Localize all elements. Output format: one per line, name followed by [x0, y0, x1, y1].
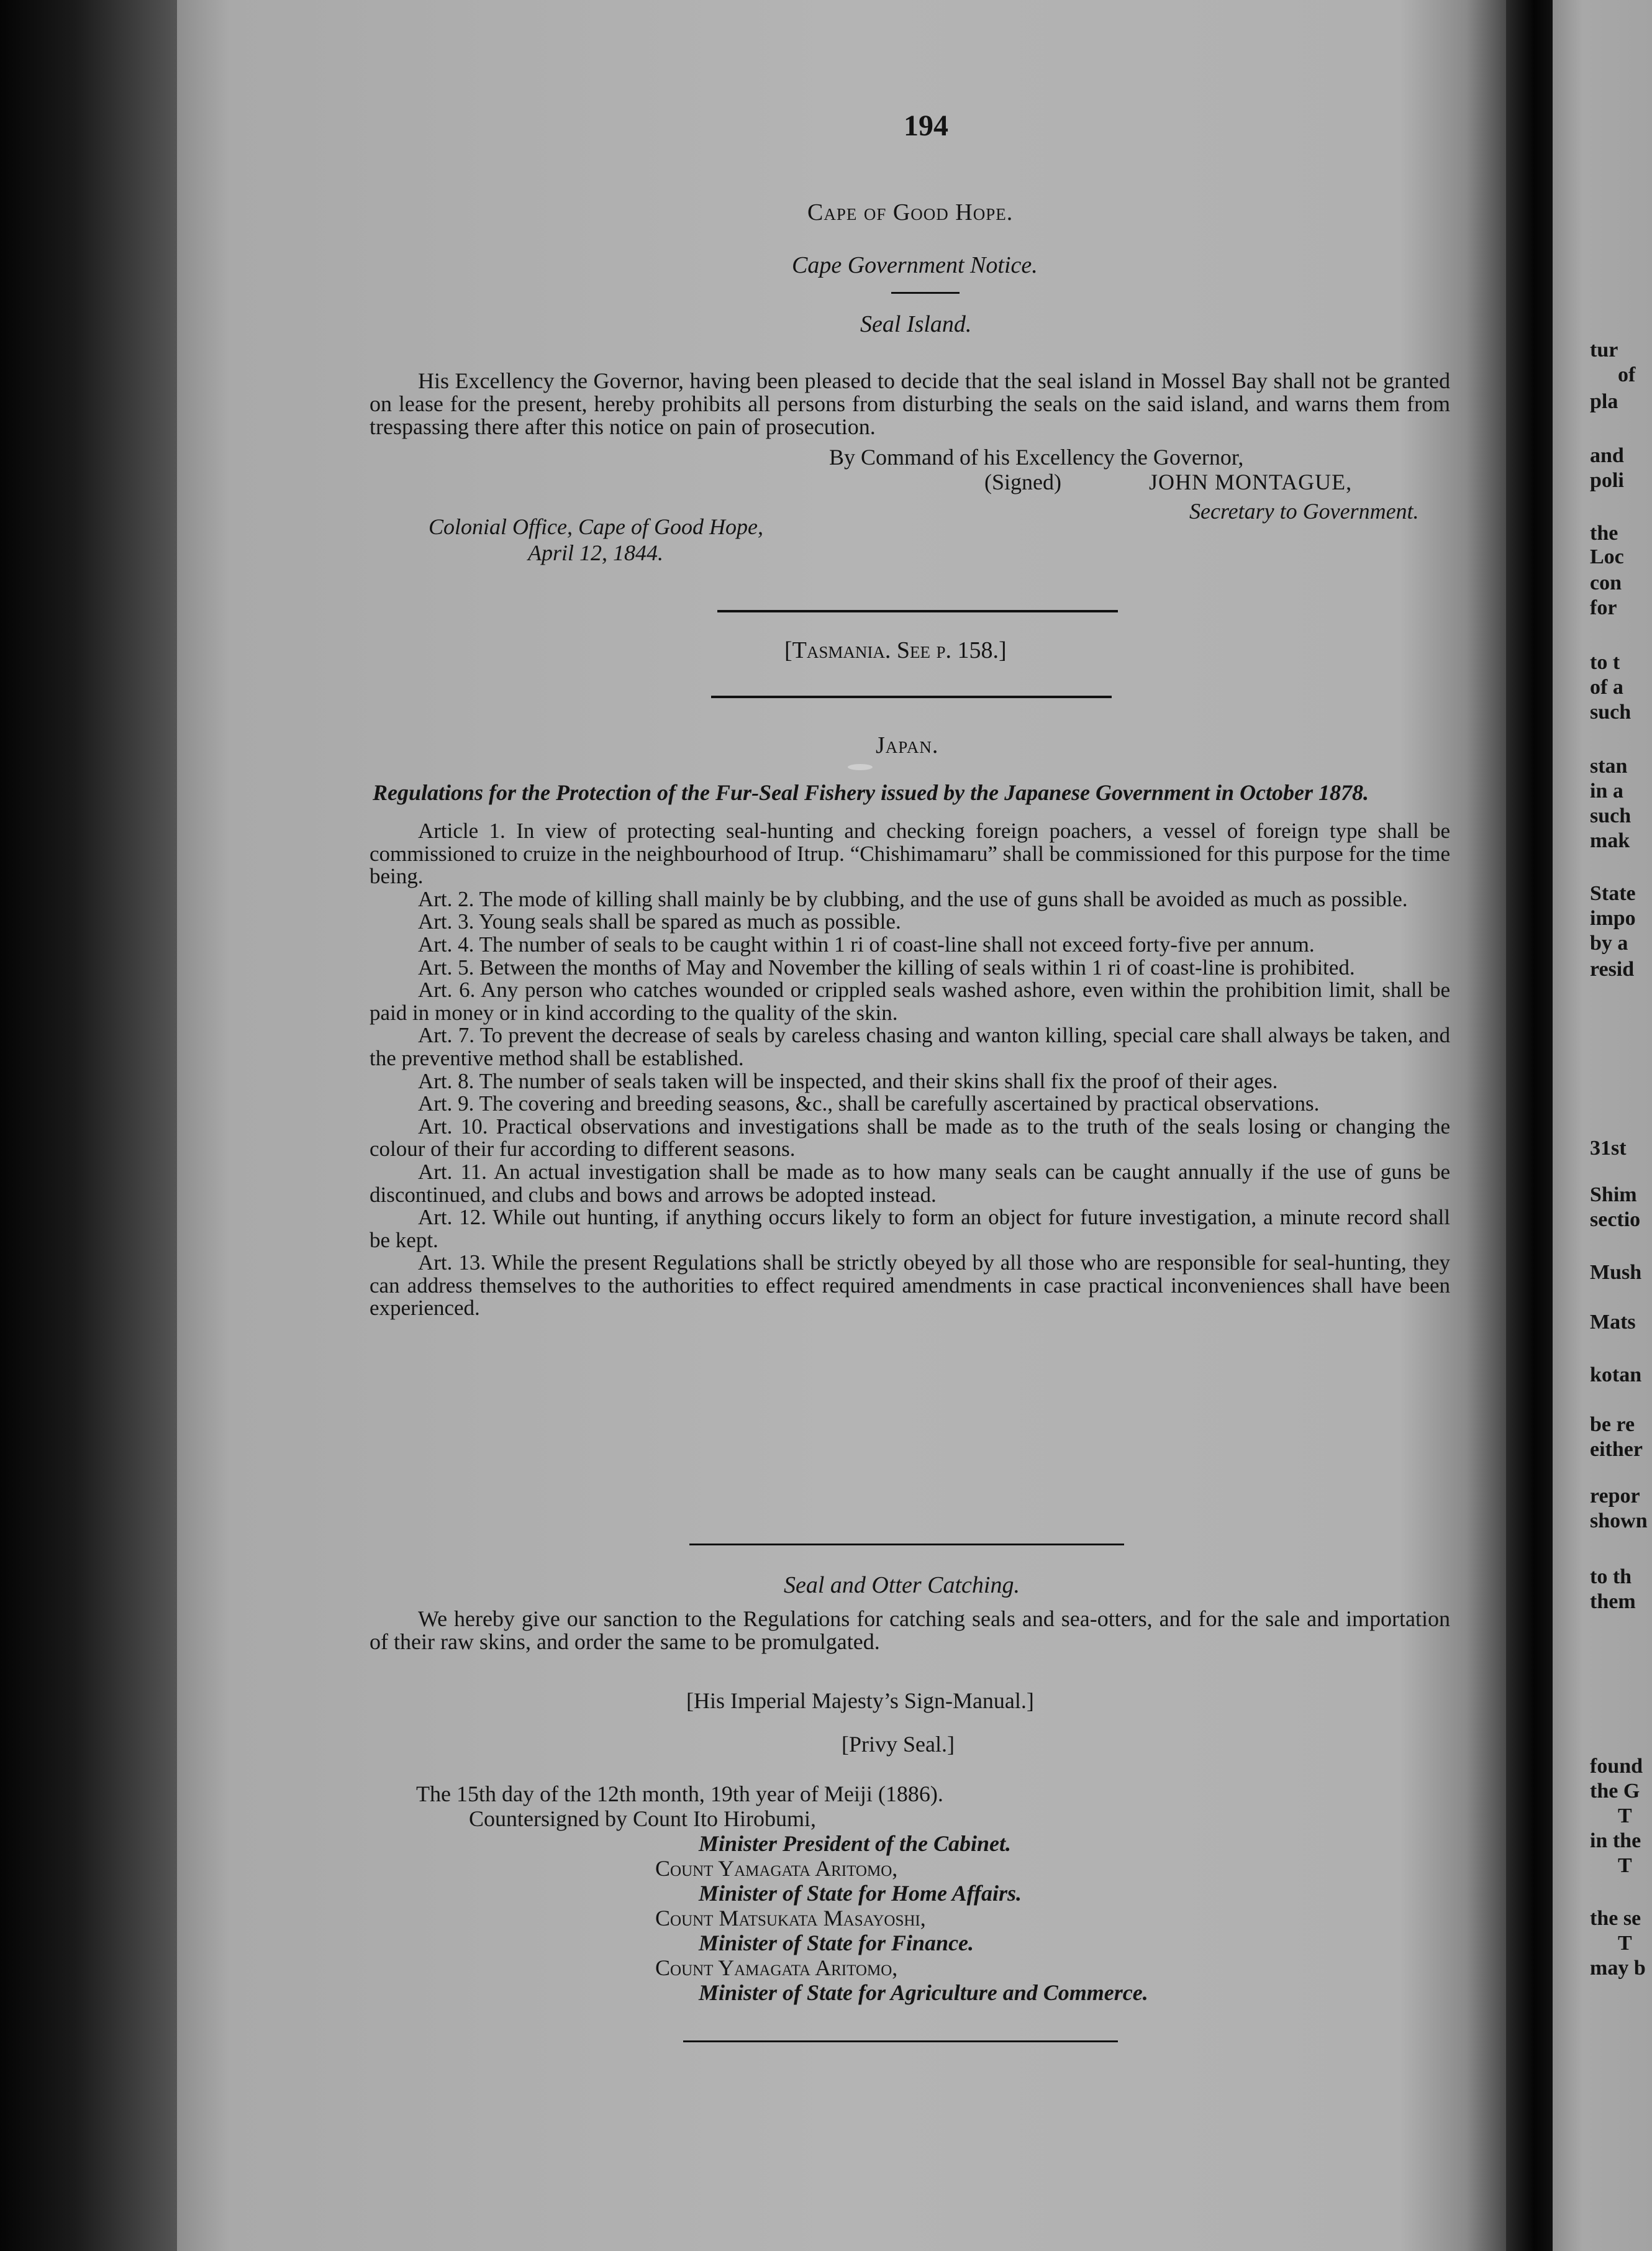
- facing-page-line: in a: [1590, 780, 1623, 803]
- facing-page-line: resid: [1590, 958, 1635, 981]
- otter-text: We hereby give our sanction to the Regulations for catching seals and sea-otters, and for the sale and importation of their raw skins, and order the same to be promulgated.: [370, 1606, 1450, 1654]
- facing-page-line: be re: [1590, 1413, 1635, 1436]
- article-4: Art. 4. The number of seals to be caught within 1 ri of coast-line shall not exceed forty-five per annum.: [418, 932, 1315, 957]
- signatory-name: Count Matsukata Masayoshi,: [655, 1906, 926, 1930]
- article-12: Art. 12. While out hunting, if anything occurs likely to form an object for future investigation, a minute record shall be kept.: [370, 1205, 1450, 1252]
- article-7: Art. 7. To prevent the decrease of seals by careless chasing and wanton killing, special care shall always be taken, and the preventive method shall be established.: [370, 1023, 1450, 1070]
- facing-page-line: such: [1590, 701, 1632, 724]
- facing-page-line: mak: [1590, 829, 1630, 852]
- signatory-title: Minister of State for Agriculture and Commerce.: [699, 1980, 1148, 2005]
- sign-manual: [His Imperial Majesty’s Sign-Manual.]: [686, 1688, 1034, 1713]
- facing-page-line: may b: [1590, 1957, 1646, 1980]
- article-8: Art. 8. The number of seals taken will be inspected, and their skins shall fix the proof of their ages.: [418, 1068, 1278, 1093]
- facing-page-line: Loc: [1590, 545, 1624, 568]
- paper-blemish: [848, 764, 873, 770]
- article-1: Article 1. In view of protecting seal-hunting and checking foreign poachers, a vessel of foreign type shall be commissioned to cruize in the neighbourhood of Itrup. “Chishimamaru” shall be commissioned for this purpose for the time being.: [370, 819, 1450, 889]
- article-2: Art. 2. The mode of killing shall mainly be by clubbing, and the use of guns shall be avoided as much as possible.: [418, 886, 1408, 911]
- otter-section-title: Seal and Otter Catching.: [784, 1572, 1020, 1598]
- signatory-title: Minister of State for Home Affairs.: [699, 1881, 1022, 1906]
- notice-paragraph: [370, 370, 1450, 444]
- facing-page-line: and: [1590, 444, 1624, 467]
- facing-page-line: Shim: [1590, 1183, 1637, 1206]
- section-rule: [689, 1544, 1124, 1545]
- tasmania-reference: [Tasmania. See p. 158.]: [784, 637, 1007, 663]
- article-3: Art. 3. Young seals shall be spared as much as possible.: [418, 909, 901, 934]
- signatory-title: Secretary to Government.: [1189, 499, 1419, 524]
- facing-page-line: the G: [1590, 1780, 1640, 1803]
- facing-page-line: to th: [1590, 1565, 1632, 1588]
- facing-page-line: found: [1590, 1755, 1643, 1778]
- facing-page-line: tur: [1590, 339, 1618, 362]
- short-rule: [891, 292, 960, 294]
- facing-page-line: sectio: [1590, 1208, 1641, 1231]
- notice-title: Seal Island.: [860, 311, 972, 337]
- facing-page-line: stan: [1590, 755, 1628, 778]
- article-10: Art. 10. Practical observations and investigations shall be made as to the truth of the seals losing or changing the colour of their fur according to different seasons.: [370, 1114, 1450, 1162]
- signatory-name: Count Yamagata Aritomo,: [655, 1856, 898, 1881]
- signatory-title: Minister President of the Cabinet.: [699, 1831, 1012, 1856]
- notice-subheading: Cape Government Notice.: [792, 252, 1038, 278]
- countersigned-line: Countersigned by Count Ito Hirobumi,: [469, 1806, 816, 1831]
- otter-paragraph: [370, 1608, 1450, 1653]
- article-5: Art. 5. Between the months of May and November the killing of seals within 1 ri of coast-line is prohibited.: [418, 955, 1355, 980]
- notice-text: His Excellency the Governor, having been pleased to decide that the seal island in Mossel Bay shall not be granted on lease for the present, hereby prohibits all persons from disturbing the seals on the said island, and warns them from trespassing there after this notice on pain of prosecution.: [370, 368, 1450, 439]
- facing-page-line: of: [1618, 363, 1636, 386]
- facing-page-line: repor: [1590, 1485, 1640, 1507]
- facing-page-line: con: [1590, 571, 1622, 594]
- facing-page-line: shown: [1590, 1509, 1648, 1532]
- facing-page-line: to t: [1590, 651, 1620, 674]
- meiji-date-line: The 15th day of the 12th month, 19th year of Meiji (1886).: [416, 1781, 943, 1806]
- notice-place: Colonial Office, Cape of Good Hope,: [429, 514, 763, 539]
- facing-page-line: for: [1590, 596, 1617, 619]
- facing-page-line: the se: [1590, 1907, 1641, 1930]
- facing-page-line: State: [1590, 882, 1636, 905]
- facing-page-line: T: [1618, 1932, 1632, 1955]
- facing-page-line: by a: [1590, 932, 1628, 955]
- facing-page-line: of a: [1590, 676, 1623, 699]
- section-heading-japan: Japan.: [876, 732, 939, 758]
- article-13: Art. 13. While the present Regulations shall be strictly obeyed by all those who are responsible for seal-hunting, they can address themselves to the authorities to effect required amendments in case practical inconveniences shall have been experienced.: [370, 1250, 1450, 1321]
- facing-page-line: in the: [1590, 1829, 1641, 1852]
- signatory-name: JOHN MONTAGUE,: [1149, 470, 1353, 494]
- facing-page-line: them: [1590, 1590, 1636, 1613]
- signatory-name: Count Yamagata Aritomo,: [655, 1955, 898, 1980]
- section-heading-cape: Cape of Good Hope.: [807, 199, 1014, 225]
- facing-page-line: 31st: [1590, 1137, 1627, 1160]
- article-9: Art. 9. The covering and breeding seasons, &c., shall be carefully ascertained by practical observations.: [418, 1091, 1320, 1116]
- notice-date: April 12, 1844.: [528, 540, 664, 565]
- facing-page-line: T: [1618, 1854, 1632, 1877]
- article-6: Art. 6. Any person who catches wounded or crippled seals washed ashore, even within the prohibition limit, shall be paid in money or in kind according to the quality of the skin.: [370, 978, 1450, 1025]
- facing-page-line: the: [1590, 522, 1618, 545]
- book-spine-shadow: [0, 0, 186, 2251]
- facing-page-line: either: [1590, 1438, 1643, 1461]
- regulations-title: Regulations for the Protection of the Fur-Seal Fishery issued by the Japanese Government in October 1878.: [373, 780, 1369, 805]
- article-11: Art. 11. An actual investigation shall be made as to how many seals can be caught annually if the use of guns be discontinued, and clubs and bows and arrows be adopted instead.: [370, 1159, 1450, 1207]
- signed-label: (Signed): [984, 470, 1061, 494]
- regulations-articles: [370, 820, 1450, 1320]
- facing-page-line: Mats: [1590, 1311, 1636, 1334]
- book-gutter: [1506, 0, 1553, 2251]
- page-number: 194: [904, 109, 948, 142]
- section-rule: [717, 610, 1118, 612]
- facing-page-line: Mush: [1590, 1261, 1642, 1284]
- facing-page-line: T: [1618, 1804, 1632, 1827]
- facing-page-line: pla: [1590, 390, 1618, 413]
- facing-page-line: kotan: [1590, 1363, 1642, 1386]
- signatory-title: Minister of State for Finance.: [699, 1930, 974, 1955]
- facing-page-line: poli: [1590, 469, 1624, 492]
- section-rule: [711, 696, 1112, 698]
- facing-page-line: such: [1590, 804, 1632, 827]
- facing-page-line: impo: [1590, 907, 1636, 930]
- by-command-line: By Command of his Excellency the Governor,: [829, 445, 1244, 470]
- section-rule: [683, 2040, 1118, 2042]
- privy-seal: [Privy Seal.]: [842, 1732, 955, 1757]
